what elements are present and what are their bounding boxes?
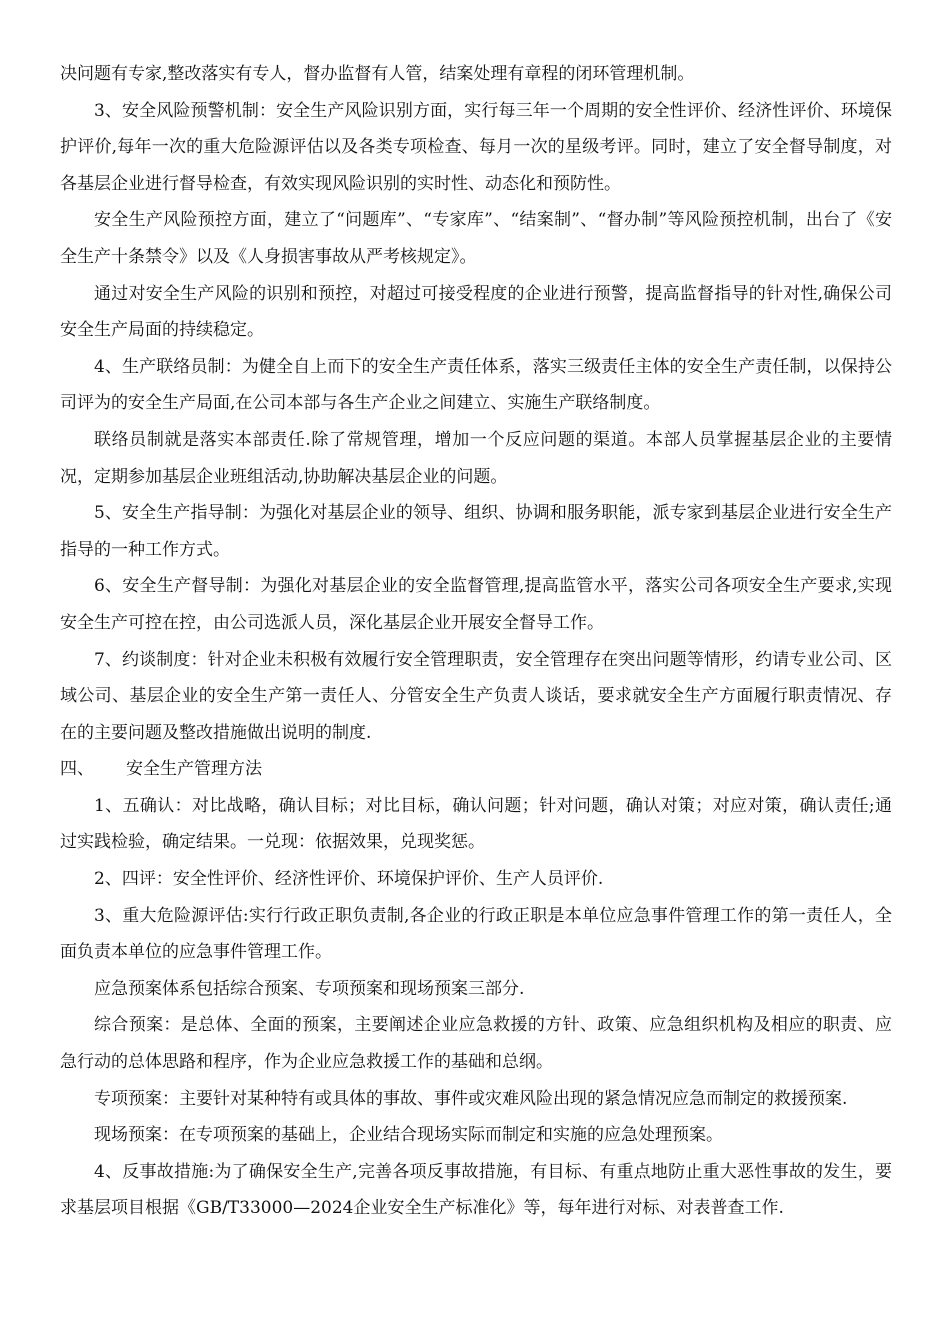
paragraph-liaison-system: 4、生产联络员制：为健全自上而下的安全生产责任体系，落实三级责任主体的安全生产责任制，以保持公司评为的安全生产局面,在公司本部与各生产企业之间建立、实施生产联络制度。 xyxy=(60,356,892,414)
paragraph-interview-system: 7、约谈制度：针对企业未积极有效履行安全管理职责，安全管理存在突出问题等情形，约请专业公司、区域公司、基层企业的安全生产第一责任人、分管安全生产负责人谈话，要求就安全生产方面履行职责情况、存在的主要问题及整改措施做出说明的制度. xyxy=(60,649,892,743)
paragraph-supervision-system: 6、安全生产督导制：为强化对基层企业的安全监督管理,提高监管水平，落实公司各项安全生产要求,实现安全生产可控在控，由公司选派人员，深化基层企业开展安全督导工作。 xyxy=(60,576,892,633)
paragraph-liaison-detail: 联络员制就是落实本部责任.除了常规管理，增加一个反应问题的渠道。本部人员掌握基层企业的主要情况，定期参加基层企业班组活动,协助解决基层企业的问题。 xyxy=(60,429,892,487)
paragraph-continuation: 决问题有专家,整改落实有专人，督办监督有人管，结案处理有章程的闭环管理机制。 xyxy=(60,64,695,84)
section-heading xyxy=(60,751,892,788)
paragraph-onsite-plan: 现场预案：在专项预案的基础上，企业结合现场实际而制定和实施的应急处理预案。 xyxy=(94,1125,723,1146)
paragraph-four-evaluations: 2、四评：安全性评价、经济性评价、环境保护评价、生产人员评价. xyxy=(94,869,604,890)
paragraph-risk-control: 安全生产风险预控方面，建立了“问题库”、“专家库”、“结案制”、“督办制”等风险预控机制，出台了《安全生产十条禁令》以及《人身损害事故从严考核规定》。 xyxy=(60,210,892,267)
paragraph-anti-accident: 4、反事故措施:为了确保安全生产,完善各项反事故措施，有目标、有重点地防止重大恶性事故的发生，要求基层项目根据《GB/T33000—2024企业安全生产标准化》等，每年进行对标、对表普查工作. xyxy=(60,1161,892,1219)
paragraph-special-plan: 专项预案：主要针对某种特有或具体的事故、事件或灾难风险出现的紧急情况应急而制定的救援预案. xyxy=(94,1088,848,1109)
paragraph-risk-warning: 3、安全风险预警机制：安全生产风险识别方面，实行每三年一个周期的安全性评价、经济性评价、环境保护评价,每年一次的重大危险源评估以及各类专项检查、每月一次的星级考评。同时，建立了安全督导制度，对各基层企业进行督导检查，有效实现风险识别的实时性、动态化和预防性。 xyxy=(60,100,892,194)
paragraph-five-confirmations: 1、五确认：对比战略，确认目标；对比目标，确认问题；针对问题，确认对策；对应对策，确认责任;通过实践检验，确定结果。一兑现：依据效果，兑现奖惩。 xyxy=(60,795,892,853)
section-number: 四、 xyxy=(60,759,94,780)
section-title: 安全生产管理方法 xyxy=(126,759,262,780)
paragraph-guidance-system: 5、安全生产指导制：为强化对基层企业的领导、组织、协调和服务职能，派专家到基层企业进行安全生产指导的一种工作方式。 xyxy=(60,503,892,560)
document-page xyxy=(60,56,892,1227)
paragraph-comprehensive-plan: 综合预案：是总体、全面的预案，主要阐述企业应急救援的方针、政策、应急组织机构及相应的职责、应急行动的总体思路和程序，作为企业应急救援工作的基础和总纲。 xyxy=(60,1015,892,1073)
paragraph-risk-identification: 通过对安全生产风险的识别和预控，对超过可接受程度的企业进行预警，提高监督指导的针对性,确保公司安全生产局面的持续稳定。 xyxy=(60,283,892,341)
paragraph-emergency-system: 应急预案体系包括综合预案、专项预案和现场预案三部分. xyxy=(94,978,525,999)
paragraph-hazard-assessment: 3、重大危险源评估:实行行政正职负责制,各企业的行政正职是本单位应急事件管理工作的第一责任人，全面负责本单位的应急事件管理工作。 xyxy=(60,905,892,963)
